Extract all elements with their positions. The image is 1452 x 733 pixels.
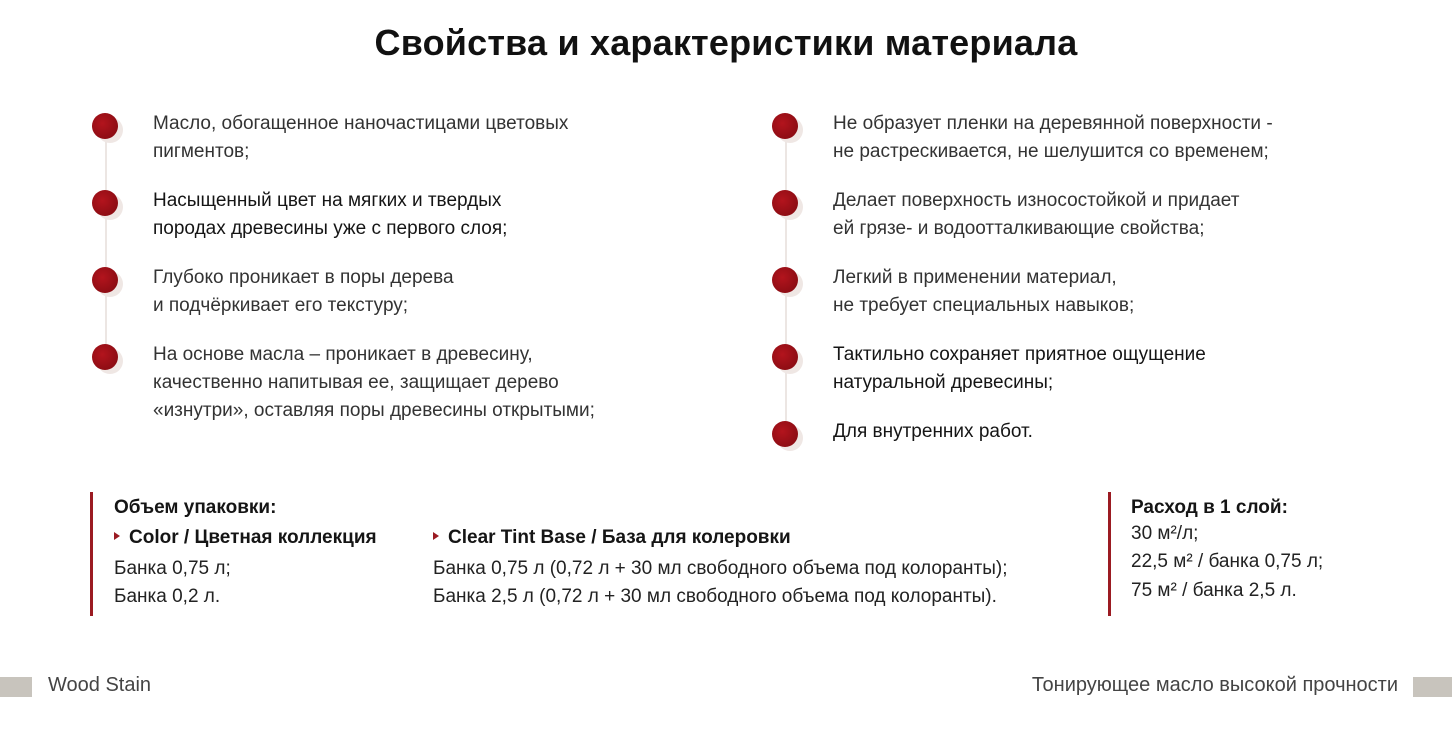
consumption-line: 75 м² / банка 2,5 л.: [1131, 580, 1297, 601]
feature-text: Масло, обогащенное наночастицами цветовых пигментов;: [153, 113, 569, 162]
color-volume-line: Банка 0,75 л;: [114, 558, 231, 579]
bullet-dot-icon: [92, 344, 118, 370]
feature-text: На основе масла – проникает в древесину, качественно напитывая ее, защищает дерево «изнутри», оставляя поры древесины открытыми;: [153, 344, 595, 421]
footer-right-square: [1413, 677, 1452, 697]
bullet-dot-icon: [92, 190, 118, 216]
footer-left-square: [0, 677, 32, 697]
page-title: Свойства и характеристики материала: [374, 22, 1078, 63]
tint-volume-line: Банка 2,5 л (0,72 л + 30 мл свободного объема под колоранты).: [433, 586, 997, 607]
feature-text: Тактильно сохраняет приятное ощущение натуральной древесины;: [833, 344, 1206, 393]
consumption-accent-bar: [1108, 492, 1111, 616]
bullet-dot-icon: [92, 113, 118, 139]
bullet-dot-icon: [772, 190, 798, 216]
bullet-dot-icon: [92, 267, 118, 293]
packaging-accent-bar: [90, 492, 93, 616]
bullet-dot-icon: [772, 421, 798, 447]
feature-text: Легкий в применении материал, не требует специальных навыков;: [833, 267, 1135, 316]
consumption-title: Расход в 1 слой:: [1131, 497, 1288, 518]
feature-text: Глубоко проникает в поры дерева и подчёркивает его текстуру;: [153, 267, 454, 316]
footer-brand: Wood Stain: [48, 674, 152, 696]
color-collection-heading: Color / Цветная коллекция: [114, 527, 377, 549]
feature-text: Делает поверхность износостойкой и придает ей грязе- и водоотталкивающие свойства;: [833, 190, 1240, 239]
packaging-title: Объем упаковки:: [114, 497, 277, 518]
tint-volume-line: Банка 0,75 л (0,72 л + 30 мл свободного объема под колоранты);: [433, 558, 1008, 579]
bullet-dot-icon: [772, 113, 798, 139]
triangle-bullet-icon: [433, 532, 439, 540]
feature-text: Насыщенный цвет на мягких и твердых породах древесины уже с первого слоя;: [153, 190, 508, 239]
color-volume-line: Банка 0,2 л.: [114, 586, 221, 607]
bullet-dot-icon: [772, 267, 798, 293]
feature-text: Не образует пленки на деревянной поверхности - не растрескивается, не шелушится со временем;: [833, 113, 1273, 162]
feature-text: Для внутренних работ.: [833, 421, 1033, 442]
tint-base-heading: Clear Tint Base / База для колеровки: [433, 527, 791, 549]
footer-tagline: Тонирующее масло высокой прочности: [1031, 674, 1398, 696]
timeline-line: [105, 128, 107, 368]
consumption-line: 30 м²/л;: [1131, 523, 1199, 544]
triangle-bullet-icon: [114, 532, 120, 540]
bullet-dot-icon: [772, 344, 798, 370]
consumption-line: 22,5 м² / банка 0,75 л;: [1131, 551, 1324, 572]
